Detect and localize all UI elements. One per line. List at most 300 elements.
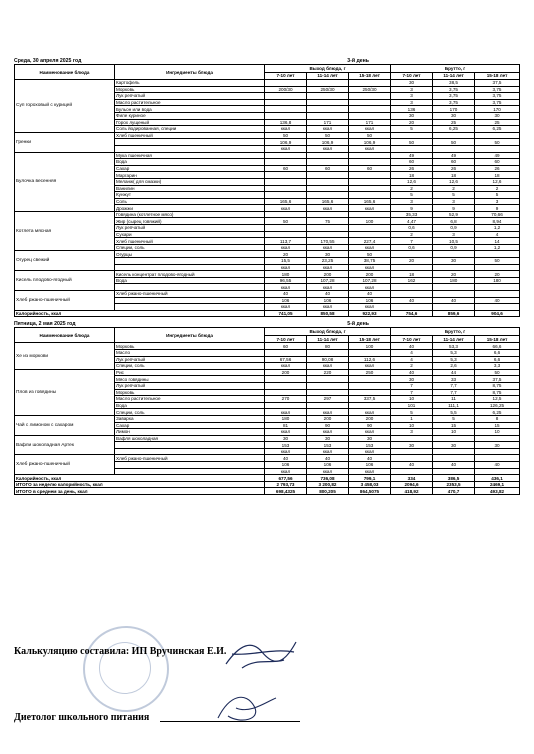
- total-output-value: 698,4325: [265, 488, 307, 495]
- output-value: [349, 225, 391, 232]
- dish-name: Плов из говядины: [15, 369, 115, 415]
- output-value: 40: [265, 455, 307, 462]
- total-gross-value: 2353,5: [433, 481, 475, 488]
- output-value: [265, 185, 307, 192]
- day-number: 5-й день: [347, 321, 369, 328]
- output-value: [349, 99, 391, 106]
- output-value: 23,25: [307, 258, 349, 265]
- output-value: [265, 106, 307, 113]
- gross-value: 26: [475, 165, 520, 172]
- ingredient-name: Вода: [115, 159, 265, 166]
- gross-value: 25: [433, 119, 475, 126]
- output-value: [265, 159, 307, 166]
- gross-value: 3,3: [475, 363, 520, 370]
- total-output-value: 2 793,73: [265, 481, 307, 488]
- output-value: 337,5: [349, 396, 391, 403]
- gross-value: [433, 251, 475, 258]
- age-group-header: 11-14 лет: [307, 335, 349, 343]
- menu-sheet: [14, 58, 519, 495]
- gross-value: [433, 284, 475, 291]
- output-value: 60: [349, 165, 391, 172]
- gross-value: 37,5: [475, 80, 520, 87]
- menu-table: [14, 64, 520, 317]
- table-row: [15, 251, 520, 258]
- gross-value: 50: [391, 139, 433, 146]
- gross-value: [475, 145, 520, 152]
- total-output-value: 800,205: [307, 488, 349, 495]
- gross-value: 7: [391, 238, 433, 245]
- gross-value: 40: [475, 462, 520, 469]
- output-value: [307, 192, 349, 199]
- gross-value: 2,6: [433, 363, 475, 370]
- output-value: [349, 192, 391, 199]
- gross-value: 3,75: [475, 93, 520, 100]
- gross-value: 60: [475, 159, 520, 166]
- output-value: ккал: [265, 145, 307, 152]
- ingredient-name: Мука пшеничная: [115, 152, 265, 159]
- gross-value: 30: [391, 80, 433, 87]
- gross-value: 2: [391, 185, 433, 192]
- ingredient-name: Масло растительное: [115, 99, 265, 106]
- output-value: ккал: [265, 264, 307, 271]
- total-gross-value: 436,1: [475, 475, 520, 482]
- gross-value: 8,75: [475, 382, 520, 389]
- gross-value: 50: [475, 139, 520, 146]
- ingredient-name: Соль йодированная, специи: [115, 126, 265, 133]
- table-row: [15, 343, 520, 350]
- ingredient-name: [115, 139, 265, 146]
- gross-value: 3: [391, 93, 433, 100]
- ingredient-name: Специи, соль: [115, 409, 265, 416]
- gross-value: 60: [391, 159, 433, 166]
- gross-value: 53,3: [433, 343, 475, 350]
- gross-value: 52,9: [433, 211, 475, 218]
- output-value: ккал: [265, 468, 307, 475]
- dish-name: Огурец свежий: [15, 251, 115, 271]
- output-value: ккал: [307, 304, 349, 311]
- total-row: [15, 481, 520, 488]
- gross-value: 126,25: [475, 402, 520, 409]
- gross-value: 2: [391, 363, 433, 370]
- total-output-value: 677,56: [265, 475, 307, 482]
- seal-stamp: [83, 626, 169, 712]
- ingredient-name: Сухари: [115, 231, 265, 238]
- output-value: 200/30: [265, 86, 307, 93]
- gross-value: 10: [433, 429, 475, 436]
- gross-value: 26: [433, 165, 475, 172]
- gross-value: 40: [433, 462, 475, 469]
- total-output-value: 736,08: [307, 475, 349, 482]
- output-value: [265, 93, 307, 100]
- output-value: [307, 376, 349, 383]
- output-value: [265, 99, 307, 106]
- dish-name: Хлеб ржано-пшеничный: [15, 291, 115, 311]
- output-value: 100: [349, 343, 391, 350]
- output-value: ккал: [349, 468, 391, 475]
- output-value: 250/30: [349, 86, 391, 93]
- ingredient-name: Огурцы: [115, 251, 265, 258]
- ingredient-name: Бульон или вода: [115, 106, 265, 113]
- output-value: 40: [307, 455, 349, 462]
- gross-value: 0,6: [391, 225, 433, 232]
- output-value: ккал: [307, 145, 349, 152]
- gross-value: 3,75: [475, 86, 520, 93]
- gross-value: 3: [475, 198, 520, 205]
- gross-value: 20: [391, 119, 433, 126]
- gross-value: 40: [391, 297, 433, 304]
- ingredient-name: Масло растительное: [115, 396, 265, 403]
- gross-value: 8,75: [475, 389, 520, 396]
- output-value: [307, 178, 349, 185]
- gross-value: [475, 455, 520, 462]
- gross-value: 5: [475, 192, 520, 199]
- gross-value: [433, 448, 475, 455]
- gross-value: 44: [433, 369, 475, 376]
- gross-value: [391, 291, 433, 298]
- gross-value: 5: [391, 409, 433, 416]
- output-value: [349, 152, 391, 159]
- table-row: [15, 80, 520, 87]
- age-group-header: 7-10 лет: [391, 335, 433, 343]
- output-value: ккал: [349, 304, 391, 311]
- output-value: 200: [307, 415, 349, 422]
- gross-value: 10: [475, 429, 520, 436]
- gross-value: 6,25: [475, 409, 520, 416]
- output-value: [265, 376, 307, 383]
- col-ingredients-header: Ингредиенты блюда: [115, 328, 265, 343]
- output-value: 106: [265, 462, 307, 469]
- table-row: [15, 152, 520, 159]
- ingredient-name: Морковь: [115, 86, 265, 93]
- gross-value: 7: [391, 382, 433, 389]
- total-gross-value: 2469,1: [475, 481, 520, 488]
- table-row: [15, 132, 520, 139]
- total-row: [15, 488, 520, 495]
- ingredient-name: [115, 442, 265, 449]
- output-value: ккал: [307, 126, 349, 133]
- signature-dietitian: [210, 688, 280, 728]
- gross-value: 6,6: [475, 349, 520, 356]
- dish-name: Котлета мясная: [15, 211, 115, 251]
- output-value: 90,08: [307, 356, 349, 363]
- output-value: [265, 211, 307, 218]
- gross-value: 170: [475, 106, 520, 113]
- output-value: 200: [349, 271, 391, 278]
- gross-value: 5: [391, 126, 433, 133]
- gross-value: 18: [391, 172, 433, 179]
- output-value: 100: [349, 218, 391, 225]
- output-value: 170,55: [307, 238, 349, 245]
- output-value: 106: [349, 297, 391, 304]
- output-value: 50: [307, 132, 349, 139]
- gross-value: 5,5: [433, 409, 475, 416]
- output-value: ккал: [265, 304, 307, 311]
- gross-value: [391, 264, 433, 271]
- gross-value: 9: [475, 205, 520, 212]
- output-value: 180: [265, 415, 307, 422]
- gross-value: 25: [475, 119, 520, 126]
- output-value: 81: [265, 422, 307, 429]
- gross-value: 60: [433, 159, 475, 166]
- output-value: ккал: [349, 284, 391, 291]
- age-group-header: 15-18 лет: [349, 72, 391, 80]
- age-group-header: 7-10 лет: [391, 72, 433, 80]
- gross-value: 30: [475, 442, 520, 449]
- ingredient-name: [115, 448, 265, 455]
- gross-value: 18: [475, 172, 520, 179]
- output-value: 106,9: [349, 139, 391, 146]
- ingredient-name: Лук репчатый: [115, 356, 265, 363]
- ingredient-name: Горох лущеный: [115, 119, 265, 126]
- gross-value: [433, 264, 475, 271]
- output-value: 165,6: [307, 198, 349, 205]
- gross-value: 12,6: [475, 178, 520, 185]
- ingredient-name: [115, 258, 265, 265]
- output-value: 250: [349, 369, 391, 376]
- output-value: [349, 93, 391, 100]
- gross-value: 3,75: [433, 93, 475, 100]
- ingredient-name: Соль: [115, 198, 265, 205]
- total-gross-value: 754,6: [391, 310, 433, 317]
- gross-value: 3: [433, 231, 475, 238]
- output-value: [265, 402, 307, 409]
- output-value: [307, 231, 349, 238]
- output-value: [265, 225, 307, 232]
- day-date: Среда, 30 апреля 2025 год: [14, 58, 82, 64]
- menu-table: [14, 327, 520, 495]
- dish-name: Булочка весенняя: [15, 152, 115, 211]
- gross-value: 4,47: [391, 218, 433, 225]
- output-value: [265, 349, 307, 356]
- dish-name: Гренки: [15, 132, 115, 152]
- gross-value: 40: [391, 343, 433, 350]
- output-value: [349, 389, 391, 396]
- gross-value: 180: [433, 277, 475, 284]
- output-value: ккал: [265, 205, 307, 212]
- col-output-header: Выход блюда, г: [265, 65, 391, 73]
- output-value: 80: [307, 343, 349, 350]
- gross-value: 30: [433, 258, 475, 265]
- gross-value: 38,5: [433, 80, 475, 87]
- age-group-header: 7-10 лет: [265, 72, 307, 80]
- gross-value: 40: [391, 462, 433, 469]
- day-number: 3-й день: [347, 58, 369, 64]
- gross-value: [433, 304, 475, 311]
- table-row: [15, 211, 520, 218]
- total-label: ИТОГО в среднем за день, ккал: [15, 488, 265, 495]
- gross-value: 18: [391, 271, 433, 278]
- ingredient-name: Филе куриное: [115, 112, 265, 119]
- output-value: 67,56: [265, 356, 307, 363]
- output-value: [307, 80, 349, 87]
- gross-value: 111,1: [433, 402, 475, 409]
- output-value: [307, 402, 349, 409]
- gross-value: 18: [433, 172, 475, 179]
- gross-value: 35,33: [391, 211, 433, 218]
- gross-value: 40: [391, 369, 433, 376]
- col-ingredients-header: Ингредиенты блюда: [115, 65, 265, 80]
- gross-value: 12,5: [475, 396, 520, 403]
- ingredient-name: Лимон: [115, 429, 265, 436]
- gross-value: 5: [433, 415, 475, 422]
- gross-value: 30: [391, 112, 433, 119]
- ingredient-name: Маргарин: [115, 172, 265, 179]
- gross-value: [433, 145, 475, 152]
- ingredient-name: [115, 264, 265, 271]
- output-value: 50: [349, 132, 391, 139]
- dietitian-label: Диетолог школьного питания: [14, 712, 150, 723]
- output-value: 165,6: [349, 198, 391, 205]
- output-value: ккал: [349, 126, 391, 133]
- gross-value: [433, 132, 475, 139]
- gross-value: 12,6: [433, 178, 475, 185]
- output-value: ккал: [349, 448, 391, 455]
- ingredient-name: Ванилин: [115, 185, 265, 192]
- ingredient-name: Вода: [115, 402, 265, 409]
- total-output-value: 864,5075: [349, 488, 391, 495]
- gross-value: 5: [433, 192, 475, 199]
- gross-value: 3: [433, 198, 475, 205]
- ingredient-name: [115, 284, 265, 291]
- dietitian-line: [160, 721, 300, 722]
- compiled-by: Калькуляцию составила: ИП Вручинская Е.И.: [14, 646, 227, 657]
- total-row: [15, 310, 520, 317]
- output-value: 38,75: [349, 258, 391, 265]
- gross-value: [475, 284, 520, 291]
- output-value: ккал: [307, 363, 349, 370]
- gross-value: 0,6: [391, 244, 433, 251]
- gross-value: [433, 468, 475, 475]
- gross-value: 7,7: [433, 389, 475, 396]
- ingredient-name: Хлеб пшеничный: [115, 238, 265, 245]
- output-value: 107,28: [307, 277, 349, 284]
- output-value: 20: [265, 251, 307, 258]
- output-value: ккал: [265, 448, 307, 455]
- ingredient-name: [115, 468, 265, 475]
- dish-name: Вафли шоколадная Артек: [15, 435, 115, 455]
- dish-name: Чай с лимоном с сахаром: [15, 415, 115, 435]
- total-gross-value: 904,6: [475, 310, 520, 317]
- output-value: 90: [307, 422, 349, 429]
- total-gross-value: 493,82: [475, 488, 520, 495]
- gross-value: 30: [433, 442, 475, 449]
- ingredient-name: Специи, соль: [115, 244, 265, 251]
- signature-compiler: [222, 634, 302, 676]
- table-row: [15, 435, 520, 442]
- output-value: 50: [265, 132, 307, 139]
- gross-value: [475, 468, 520, 475]
- gross-value: 30: [433, 112, 475, 119]
- total-label: ИТОГО за неделю калорийность, ккал: [15, 481, 265, 488]
- gross-value: [391, 304, 433, 311]
- ingredient-name: Специи, соль: [115, 363, 265, 370]
- output-value: 107,28: [349, 277, 391, 284]
- output-value: [349, 112, 391, 119]
- output-value: [265, 192, 307, 199]
- gross-value: 49: [433, 152, 475, 159]
- output-value: ккал: [265, 244, 307, 251]
- gross-value: 70,66: [475, 211, 520, 218]
- output-value: [265, 178, 307, 185]
- output-value: 220: [307, 369, 349, 376]
- gross-value: 30: [475, 112, 520, 119]
- total-gross-value: 470,7: [433, 488, 475, 495]
- gross-value: 6,8: [433, 218, 475, 225]
- output-value: [307, 225, 349, 232]
- ingredient-name: Мясо говядины: [115, 376, 265, 383]
- ingredient-name: Сахар: [115, 165, 265, 172]
- table-row: [15, 415, 520, 422]
- output-value: [349, 349, 391, 356]
- ingredient-name: Морковь: [115, 389, 265, 396]
- gross-value: 40: [475, 297, 520, 304]
- output-value: [307, 185, 349, 192]
- ingredient-name: Лук репчатый: [115, 382, 265, 389]
- table-header-row: [15, 328, 520, 336]
- gross-value: 0,9: [433, 244, 475, 251]
- age-group-header: 15-18 лет: [475, 72, 520, 80]
- age-group-header: 11-14 лет: [307, 72, 349, 80]
- gross-value: [433, 291, 475, 298]
- gross-value: 136: [391, 106, 433, 113]
- output-value: 40: [307, 291, 349, 298]
- ingredient-name: Рис: [115, 369, 265, 376]
- gross-value: [391, 468, 433, 475]
- gross-value: 37,5: [475, 376, 520, 383]
- output-value: 136,8: [265, 119, 307, 126]
- gross-value: 3,75: [433, 99, 475, 106]
- dish-name: Суп гороховый с курицей: [15, 80, 115, 133]
- gross-value: 3,75: [433, 86, 475, 93]
- output-value: ккал: [307, 468, 349, 475]
- gross-value: 5,3: [433, 349, 475, 356]
- output-value: [307, 152, 349, 159]
- output-value: 200: [349, 415, 391, 422]
- output-value: [349, 172, 391, 179]
- ingredient-name: Картофель: [115, 80, 265, 87]
- ingredient-name: [115, 145, 265, 152]
- gross-value: 4: [475, 231, 520, 238]
- output-value: [307, 172, 349, 179]
- col-dish-header: Наименование блюда: [15, 328, 115, 343]
- output-value: ккал: [349, 409, 391, 416]
- ingredient-name: Морковь: [115, 343, 265, 350]
- gross-value: 4: [391, 349, 433, 356]
- ingredient-name: Вода: [115, 277, 265, 284]
- output-value: [349, 106, 391, 113]
- output-value: 15,5: [265, 258, 307, 265]
- output-value: 50: [349, 251, 391, 258]
- output-value: 40: [349, 291, 391, 298]
- output-value: 60: [265, 165, 307, 172]
- table-row: [15, 271, 520, 278]
- output-value: [307, 93, 349, 100]
- total-gross-value: 859,6: [433, 310, 475, 317]
- output-value: 153: [265, 442, 307, 449]
- ingredient-name: Меланж( для смазки): [115, 178, 265, 185]
- gross-value: 14: [475, 238, 520, 245]
- gross-value: 30: [391, 442, 433, 449]
- total-output-value: 799,1: [349, 475, 391, 482]
- gross-value: 2: [391, 231, 433, 238]
- gross-value: 9: [433, 205, 475, 212]
- ingredient-name: Жир (сырец говяжий): [115, 218, 265, 225]
- output-value: 165,6: [265, 198, 307, 205]
- dish-name: Хлеб ржано-пшеничный: [15, 455, 115, 475]
- gross-value: 3: [391, 99, 433, 106]
- output-value: 250/30: [307, 86, 349, 93]
- gross-value: 20: [475, 271, 520, 278]
